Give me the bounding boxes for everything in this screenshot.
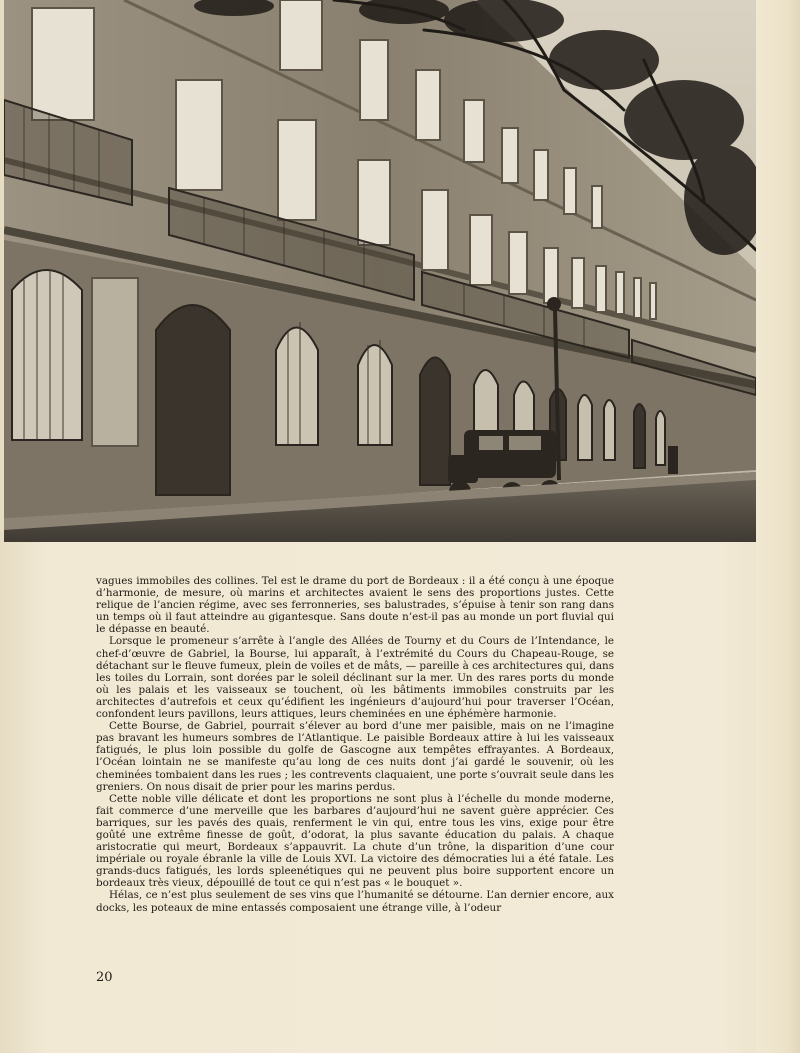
- paragraph: vagues immobiles des collines. Tel est le drame du port de Bordeaux : il a été conçu à une époque d’harmonie, de mesure, où marins et architectes avaient le sens des proportions justes. Cette relique de l’ancien régime, avec ses ferronneries, ses balustrades, s’épuise à tenir son rang dans un temps où il faut atteindre au gigantesque. Sans doute n’est-il pas au monde un port fluvial qui le dépasse en beauté.: [96, 575, 614, 636]
- paragraph: Lorsque le promeneur s’arrête à l’angle des Allées de Tourny et du Cours de l’Intendance, le chef-d’œuvre de Gabriel, la Bourse, lui apparaît, à l’extrémité du Cours du Chapeau-Rouge, se détachant sur le fleuve fumeux, plein de voiles et de mâts, — pareille à ces architectures qui, dans les toiles du Lorrain, sont dorées par le soleil déclinant sur la mer. Un des rares ports du monde où les palais et les vaisseaux se touchent, où les bâtiments immobiles construits par les architectes d’autrefois et ceux qu’édifient les ingénieurs d’aujourd’hui pour traverser l’Océan, confondent leurs pavillons, leurs attiques, leurs cheminées en une éphémère harmonie.: [96, 635, 614, 721]
- page-edge: [756, 0, 800, 1053]
- paragraph: Cette noble ville délicate et dont les proportions ne sont plus à l’échelle du monde moderne, fait commerce d’une merveille que les barbares d’aujourd’hui ne savent guère apprécier. Ces barriques, sur les pavés des quais, renferment le vin qui, entre tous les vins, exige pour être goûté une extrême finesse de goût, d’odorat, la plus savante éducation du palais. A chaque aristocratie qui meurt, Bordeaux s’appauvrit. La chute d’un trône, la disparition d’une cour impériale ou royale ébranle la ville de Louis XVI. La victoire des démocraties lui a été fatale. Les grands-ducs fatigués, les lords spleenétiques qui ne peuvent plus boire supportent encore un bordeaux très vieux, dépouillé de tout ce qui n’est pas « le bouquet ».: [96, 792, 614, 890]
- street-photograph: [4, 0, 756, 542]
- page-number: 20: [96, 970, 113, 985]
- article-text: [96, 575, 614, 914]
- paragraph: Hélas, ce n’est plus seulement de ses vins que l’humanité se détourne. L’an dernier encore, aux docks, les poteaux de mine entassés composaient une étrange ville, à l’odeur: [96, 889, 614, 914]
- paragraph: Cette Bourse, de Gabriel, pourrait s’élever au bord d’une mer paisible, mais on ne l’imagine pas bravant les humeurs sombres de l’Atlantique. Le paisible Bordeaux attire à lui les vaisseaux fatigués, le plus loin possible du golfe de Gascogne aux tempêtes effrayantes. A Bordeaux, l’Océan lointain ne se manifeste qu’au long de ces nuits dont j’ai gardé le souvenir, où les cheminées tombaient dans les rues ; les contrevents claquaient, une porte s’ouvrait seule dans les greniers. On nous disait de prier pour les marins perdus.: [96, 720, 614, 793]
